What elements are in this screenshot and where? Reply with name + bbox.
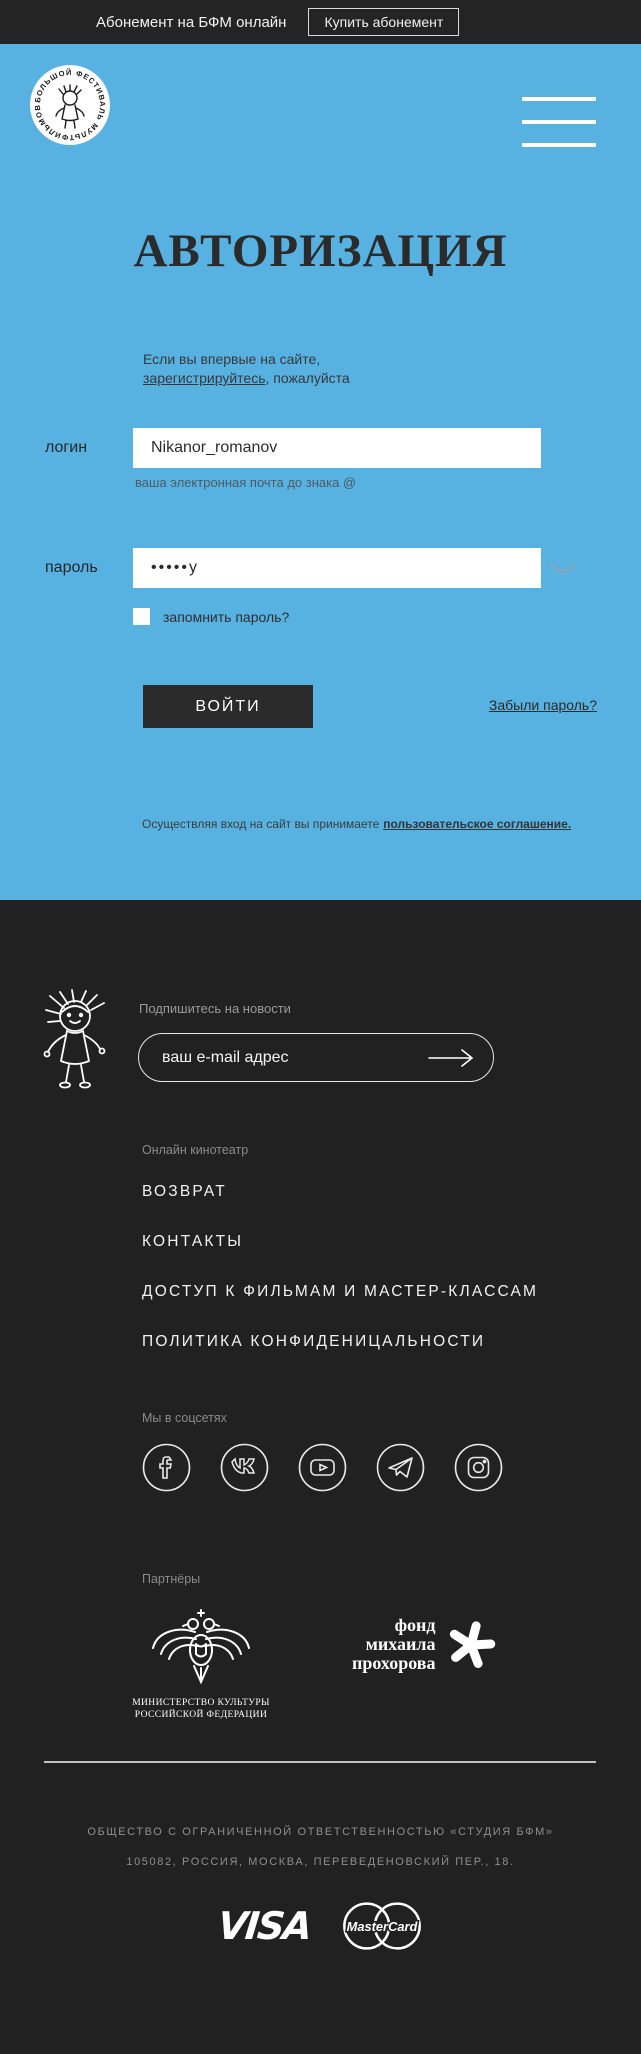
buy-subscription-button[interactable]: Купить абонемент bbox=[308, 8, 459, 36]
auth-section bbox=[0, 44, 641, 900]
footer-link-refund[interactable]: ВОЗВРАТ bbox=[142, 1183, 227, 1200]
footer-link-access[interactable]: ДОСТУП К ФИЛЬМАМ И МАСТЕР-КЛАССАМ bbox=[142, 1283, 539, 1300]
company-name: ОБЩЕСТВО С ОГРАНИЧЕННОЙ ОТВЕТСТВЕННОСТЬЮ «СТУДИЯ БФМ» bbox=[87, 1826, 554, 1838]
ministry-of-culture-logo[interactable] bbox=[126, 1606, 276, 1721]
partners-label: Партнёры bbox=[142, 1572, 201, 1586]
login-hint: ваша электронная почта до знака @ bbox=[135, 475, 357, 490]
footer-divider bbox=[44, 1761, 596, 1763]
intro-line2: , пожалуйста bbox=[265, 370, 350, 386]
facebook-icon[interactable] bbox=[142, 1443, 191, 1492]
login-button[interactable]: ВОЙТИ bbox=[143, 685, 313, 728]
register-link[interactable]: зарегистрируйтесь bbox=[143, 370, 266, 386]
forgot-password-link[interactable]: Забыли пароль? bbox=[488, 697, 597, 713]
password-label: пароль bbox=[45, 559, 98, 576]
social-label: Мы в соцсетях bbox=[142, 1411, 227, 1425]
festival-logo-icon bbox=[30, 65, 110, 145]
login-input[interactable] bbox=[133, 428, 541, 468]
topbar-row bbox=[96, 0, 459, 44]
email-input[interactable] bbox=[139, 1049, 425, 1067]
submit-arrow-icon[interactable] bbox=[425, 1046, 477, 1070]
star-splat-icon bbox=[444, 1618, 498, 1672]
payment-methods bbox=[0, 1900, 641, 1952]
mascot-girl-icon bbox=[36, 988, 114, 1098]
cinema-label: Онлайн кинотеатр bbox=[142, 1143, 249, 1157]
prokhorov-foundation-logo[interactable] bbox=[352, 1616, 498, 1673]
page-title: АВТОРИЗАЦИЯ bbox=[133, 225, 508, 277]
user-agreement-link[interactable]: пользовательское соглашение. bbox=[383, 817, 572, 831]
youtube-icon[interactable] bbox=[298, 1443, 347, 1492]
mastercard-icon bbox=[341, 1900, 423, 1952]
intro-line1: Если вы впервые на сайте, bbox=[143, 351, 321, 367]
agreement-text: Осуществляя вход на сайт вы принимаете пользовательское соглашение. bbox=[142, 817, 572, 831]
topbar bbox=[0, 0, 641, 44]
subscription-text: Абонемент на БФМ онлайн bbox=[96, 13, 287, 31]
footer-link-contacts[interactable]: КОНТАКТЫ bbox=[142, 1233, 244, 1250]
footer-link-privacy[interactable]: ПОЛИТИКА КОНФИДЕНИЦАЛЬНОСТИ bbox=[142, 1333, 486, 1350]
password-input[interactable] bbox=[133, 548, 541, 588]
eye-closed-icon[interactable] bbox=[550, 562, 576, 576]
company-address: 105082, РОССИЯ, МОСКВА, ПЕРЕВЕДЕНОВСКИЙ ПЕР., 18. bbox=[126, 1856, 515, 1868]
subscribe-label: Подпишитесь на новости bbox=[139, 1001, 291, 1016]
visa-icon: VISA bbox=[216, 1904, 313, 1948]
login-label: логин bbox=[45, 439, 88, 456]
ministry-text: МИНИСТЕРСТВО КУЛЬТУРЫ РОССИЙСКОЙ ФЕДЕРАЦИИ bbox=[132, 1698, 270, 1720]
social-icons-row bbox=[142, 1443, 503, 1492]
svg-text:БОЛЬШОЙ ФЕСТИВАЛЬ МУЛЬТФИЛЬМОВ: БОЛЬШОЙ ФЕСТИВАЛЬ МУЛЬТФИЛЬМОВ bbox=[32, 67, 108, 143]
vk-icon[interactable] bbox=[220, 1443, 269, 1492]
intro-text bbox=[143, 350, 350, 388]
remember-label: запомнить пароль? bbox=[163, 609, 290, 625]
svg-text:MasterCard: MasterCard bbox=[346, 1918, 418, 1934]
telegram-icon[interactable] bbox=[376, 1443, 425, 1492]
hamburger-menu-icon[interactable] bbox=[522, 97, 596, 147]
prokhorov-text: фонд михаила прохорова bbox=[352, 1615, 436, 1673]
double-eagle-icon bbox=[141, 1606, 261, 1688]
festival-logo[interactable] bbox=[30, 65, 110, 145]
newsletter-form bbox=[138, 1033, 494, 1082]
instagram-icon[interactable] bbox=[454, 1443, 503, 1492]
remember-checkbox[interactable] bbox=[133, 608, 150, 625]
footer bbox=[0, 900, 641, 2054]
